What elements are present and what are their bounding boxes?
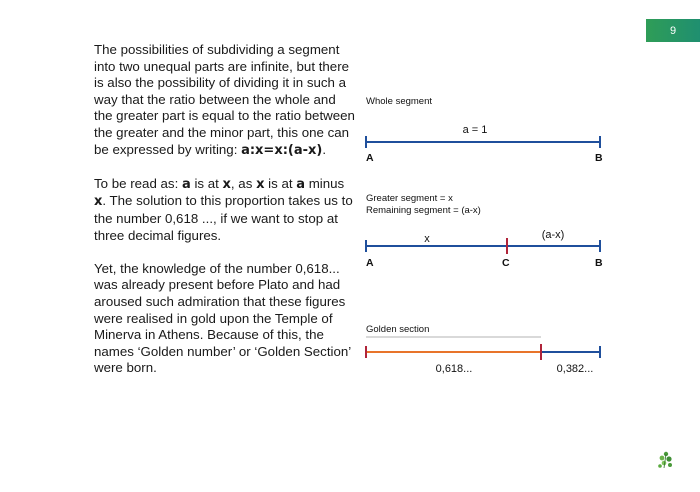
golden-section-minor-label: 0,382...	[556, 363, 594, 375]
golden-section-title: Golden section	[366, 324, 430, 335]
leaf-logo-icon	[654, 448, 678, 472]
paragraph-3-text: Yet, the knowledge of the number 0,618... was already present before Plato and had aroused such admiration that these figures were realised in gold upon the Temple of Minerva in Athens. Because of this, the names ‘Golden number’ or ‘Golden Section’ were born.	[94, 260, 351, 376]
greater-segment-caption: Greater segment = x	[366, 193, 453, 204]
p2-text-a: To be read as:	[94, 175, 182, 191]
p2-text-g: . The solution to this proportion takes us to the number 0,618 ..., if we want to stop at three decimal figures.	[94, 193, 353, 243]
split-segment-point-c: C	[502, 257, 510, 269]
remaining-segment-caption: Remaining segment = (a-x)	[366, 205, 481, 216]
label-x: x	[424, 233, 430, 245]
whole-segment-point-a: A	[366, 152, 374, 164]
split-segment-point-a: A	[366, 257, 374, 269]
p2-bold-x2: x	[256, 176, 265, 192]
whole-segment-point-b: B	[595, 152, 603, 164]
formula: a:x=x:(a-x)	[241, 142, 323, 158]
whole-segment-label: a = 1	[462, 124, 488, 136]
p2-bold-x1: x	[222, 176, 231, 192]
p2-bold-x3: x	[94, 194, 103, 210]
p2-bold-a: a	[181, 176, 191, 192]
label-a-minus-x: (a-x)	[541, 229, 565, 241]
p2-text-f: minus	[305, 175, 345, 191]
whole-segment-title: Whole segment	[366, 96, 433, 107]
p2-bold-a2: a	[296, 176, 306, 192]
p2-text-e: is at	[264, 175, 297, 191]
p2-text-d: , as	[230, 175, 257, 191]
page-number: 9	[669, 24, 677, 37]
p2-text-c: is at	[190, 175, 223, 191]
paragraph-1-end: .	[322, 141, 327, 157]
golden-section-major-label: 0,618...	[435, 363, 473, 375]
split-segment-point-b: B	[595, 257, 603, 269]
paragraph-1-text: The possibilities of subdividing a segment into two unequal parts are infinite, but there is also the possibility of dividing it in such a way that the ratio between the whole and the greater part is equal to the ratio between the greater and the minor part, this one can be expressed by writing:	[94, 42, 355, 157]
